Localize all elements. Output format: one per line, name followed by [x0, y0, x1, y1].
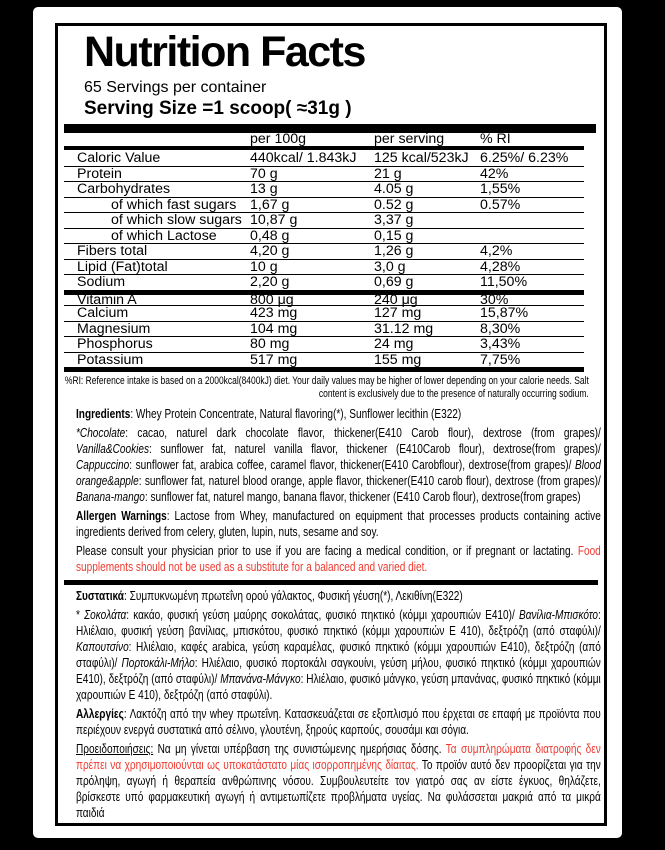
text-segment: : sunflower fat, arabica coffee, caramel flavor, thickener(E410 Carobflour), dextrose(from grapes)/	[129, 458, 576, 472]
value-per-serving: 3,0 g	[374, 258, 406, 275]
table-body	[64, 150, 584, 367]
value-per-serving: 0,69 g	[374, 274, 414, 291]
value-ri: 4,2%	[480, 243, 513, 260]
flavors-paragraph	[76, 425, 601, 505]
text-segment: Ingredients	[76, 407, 131, 421]
row-name: Protein	[77, 165, 122, 182]
nutrition-label	[55, 23, 607, 826]
value-per-serving: 4.05 g	[374, 181, 414, 198]
table-row	[64, 305, 584, 321]
text-segment: : Lactose from Whey, manufactured on equipment that processes products containing active ingredients derived from celery, gluten, lupin, nuts, sesame and soy.	[76, 509, 601, 539]
servings-per-container: 65 Servings per container	[84, 79, 267, 96]
value-ri: 42%	[480, 165, 509, 182]
row-name: Carbohydrates	[77, 181, 171, 198]
value-per-100g: 0,48 g	[250, 227, 290, 244]
row-name: Vitamin A	[77, 291, 137, 308]
value-per-serving: 0,15 g	[374, 227, 414, 244]
value-ri: 8,30%	[480, 320, 521, 337]
value-per-serving: 31.12 mg	[374, 320, 434, 337]
value-ri: 11,50%	[480, 274, 528, 291]
value-ri: 4,28%	[480, 258, 521, 275]
text-segment: : κακάο, φυσική γεύση μαύρης σοκολάτας, φυσικό πηκτικό (κόμμι χαρουπιών Ε410)/	[126, 608, 519, 622]
text-segment: Συστατικά	[76, 589, 124, 603]
ri-footnote: %RI: Reference intake is based on a 2000kcal(8400kJ) diet. Your daily values may be higher of lower depending on your calorie needs. Salt content is exclusively due to the presence of naturally occurring sodium.	[64, 375, 589, 400]
text-segment: Πορτοκάλι-Μήλο	[121, 656, 195, 670]
row-name: Potassium	[77, 351, 144, 368]
value-per-100g: 70 g	[250, 165, 278, 182]
row-name: of which slow sugars	[111, 212, 242, 229]
greek-ingredients-line	[76, 588, 601, 604]
column-header-per-100g: per 100g	[250, 131, 307, 148]
text-segment: : Ηλιέλαιο, φυσικό πορτοκάλι σαγκουίνι, γεύση μήλου, φυσικό πηκτικό (κόμμι χαρουπιών Ε410), δεξτρόζη (από σταφύλι)/	[76, 656, 601, 686]
text-segment: Cappuccino	[76, 458, 130, 472]
text-segment: Banana-mango	[76, 490, 145, 504]
table-row	[64, 321, 584, 337]
value-per-100g: 800 μg	[250, 291, 294, 308]
text-segment: : Λακτόζη από την whey πρωτεΐνη. Κατασκευάζεται σε εξοπλισμό που έρχεται σε επαφή με προϊόντα που περιέχουν ενεργά συστατικά από σέλινο, γλουτένη, ξηρούς καρπούς, σουσάμι και σόγια.	[76, 707, 601, 737]
greek-flavors-paragraph	[76, 607, 601, 703]
text-segment: : Ηλιέλαιο, καφές arabica, γεύση καραμέλας, φυσικό πηκτικό (κόμμι χαρουπιών Ε410), δεξτρόζη (από σταφύλι)/	[76, 640, 601, 670]
text-segment: : Ηλιέλαιο, φυσική γεύση βανίλιας, μπισκότου, φυσικό πηκτικό (κόμμι χαρουπιών Ε 410), δεξτρόζη (από σταφύλι)/	[76, 608, 601, 638]
value-per-serving: 127 mg	[374, 305, 422, 322]
text-segment: *	[76, 608, 85, 622]
value-ri: 15,87%	[480, 305, 529, 322]
text-segment: : cacao, naturel dark chocolate flavor, thickener(E410 Carob flour), dextrose (from grapes)/	[125, 426, 601, 440]
text-segment: Please consult your physician prior to use if you are facing a medical condition, or if pregnant or lactating.	[76, 544, 578, 558]
text-segment: Blood orange&apple	[76, 458, 601, 488]
table-row	[64, 212, 584, 228]
text-segment: : Ηλιέλαιο, φυσικό μάνγκο, γεύση μπανάνας, φυσικό πηκτικό (κόμμι χαρουπιών Ε 410), δεξτρόζη (από σταφύλι).	[76, 672, 601, 702]
text-segment: Μπανάνα-Μάνγκο	[220, 672, 301, 686]
table-row	[64, 352, 584, 368]
text-segment: : sunflower fat, naturel mango, banana flavor, thickener (E410 Carob flour), dextrose(from grapes)	[144, 490, 581, 504]
column-header-per-serving: per serving	[374, 131, 445, 148]
section-divider-bar	[64, 580, 598, 585]
value-per-serving: 24 mg	[374, 336, 414, 353]
value-per-100g: 80 mg	[250, 336, 290, 353]
table-row	[64, 150, 584, 166]
row-name: of which Lactose	[111, 227, 217, 244]
table-row	[64, 228, 584, 244]
value-per-serving: 21 g	[374, 165, 402, 182]
serving-size: Serving Size =1 scoop( ≈31g )	[84, 98, 352, 119]
label-card	[33, 7, 622, 838]
text-segment: Allergen Warnings	[76, 509, 167, 523]
greek-warnings-paragraph	[76, 741, 601, 821]
table-row	[64, 166, 584, 182]
row-name: Magnesium	[77, 320, 151, 337]
value-per-100g: 104 mg	[250, 320, 298, 337]
row-name: of which fast sugars	[111, 196, 237, 213]
advisory-paragraph	[76, 543, 601, 575]
row-name: Phosphorus	[77, 336, 153, 353]
value-ri: 6.25%/ 6.23%	[480, 149, 569, 166]
value-per-serving: 240 μg	[374, 291, 418, 308]
greek-allergen-paragraph	[76, 706, 601, 738]
row-name: Sodium	[77, 274, 126, 291]
row-name: Fibers total	[77, 243, 148, 260]
nutrition-table	[64, 133, 584, 372]
label-title: Nutrition Facts	[84, 28, 365, 76]
value-per-100g: 423 mg	[250, 305, 298, 322]
text-segment: Το προϊόν αυτό δεν προορίζεται για την πρόληψη, αγωγή ή θεραπεία ανθρώπινης νόσου. Συμβουλευτείτε τον γιατρό σας αν είστε έγκυος, θηλάζετε, βρίσκεστε υπό φαρμακευτική αγωγή ή αντιμετωπίζετε προβλήματα υγείας. Να φυλάσσεται μακριά από τα μικρά παιδιά	[76, 758, 601, 820]
value-ri: 0.57%	[480, 196, 521, 213]
table-row	[64, 197, 584, 213]
table-row	[64, 243, 584, 259]
value-per-serving: 1,26 g	[374, 243, 414, 260]
value-per-100g: 2,20 g	[250, 274, 290, 291]
table-row	[64, 181, 584, 197]
column-header-ri: % RI	[480, 131, 511, 148]
table-row	[64, 290, 584, 306]
value-per-serving: 3,37 g	[374, 212, 414, 229]
row-name: Calcium	[77, 305, 129, 322]
text-segment: Τα συμπληρώματα διατροφής δεν πρέπει να χρησιμοποιούνται ως υποκατάστατο μίας ισορροπημένης δίαιτας.	[76, 742, 601, 772]
text-segment: : Συμπυκνωμένη πρωτεΐνη ορού γάλακτος, Φυσική γέυση(*), Λεκιθίνη(Ε322)	[123, 589, 463, 603]
value-per-100g: 4,20 g	[250, 243, 290, 260]
table-row	[64, 274, 584, 290]
value-per-serving: 125 kcal/523kJ	[374, 149, 469, 166]
text-segment: Σοκολάτα	[84, 608, 127, 622]
value-ri: 30%	[480, 291, 509, 308]
text-segment: Food supplements should not be used as a substitute for a balanced and varied diet.	[76, 544, 601, 574]
text-segment: Καπουτσίνο	[76, 640, 129, 654]
value-ri: 7,75%	[480, 351, 521, 368]
value-ri: 3,43%	[480, 336, 521, 353]
text-segment: : sunflower fat, naturel blood orange, apple flavor, thickener(E410 carob flour), dextrose (from grapes)/	[138, 474, 601, 488]
text-segment: : Whey Protein Concentrate, Natural flavoring(*), Sunflower lecithin (E322)	[130, 407, 462, 421]
text-segment: Vanilla&Cookies	[76, 442, 149, 456]
row-name: Lipid (Fat)total	[77, 258, 168, 275]
value-per-serving: 0.52 g	[374, 196, 414, 213]
label-header	[58, 26, 604, 120]
row-name: Caloric Value	[77, 149, 161, 166]
value-per-100g: 10,87 g	[250, 212, 298, 229]
text-segment: : sunflower fat, naturel vanilla flavor, thickener (E410Carob flour), dextrose(from grapes)/	[149, 442, 601, 456]
value-per-100g: 1,67 g	[250, 196, 290, 213]
value-per-serving: 155 mg	[374, 351, 422, 368]
value-per-100g: 13 g	[250, 181, 278, 198]
table-row	[64, 336, 584, 352]
value-ri: 1,55%	[480, 181, 521, 198]
text-segment: Βανίλια-Μπισκότο	[518, 608, 598, 622]
value-per-100g: 517 mg	[250, 351, 298, 368]
value-per-100g: 10 g	[250, 258, 278, 275]
table-row	[64, 259, 584, 275]
table-header-row	[64, 133, 584, 150]
allergen-warnings-paragraph	[76, 508, 601, 540]
text-segment: Προειδοποιήσεις:	[76, 742, 154, 756]
text-segment: Αλλεργίες	[76, 707, 124, 721]
value-per-100g: 440kcal/ 1.843kJ	[250, 149, 357, 166]
text-segment: *Chocolate	[76, 426, 126, 440]
text-segment: Να μη γίνεται υπέρβαση της συνιστώμενης ημερήσιας δόσης.	[153, 742, 446, 756]
ingredients-line	[76, 406, 601, 422]
